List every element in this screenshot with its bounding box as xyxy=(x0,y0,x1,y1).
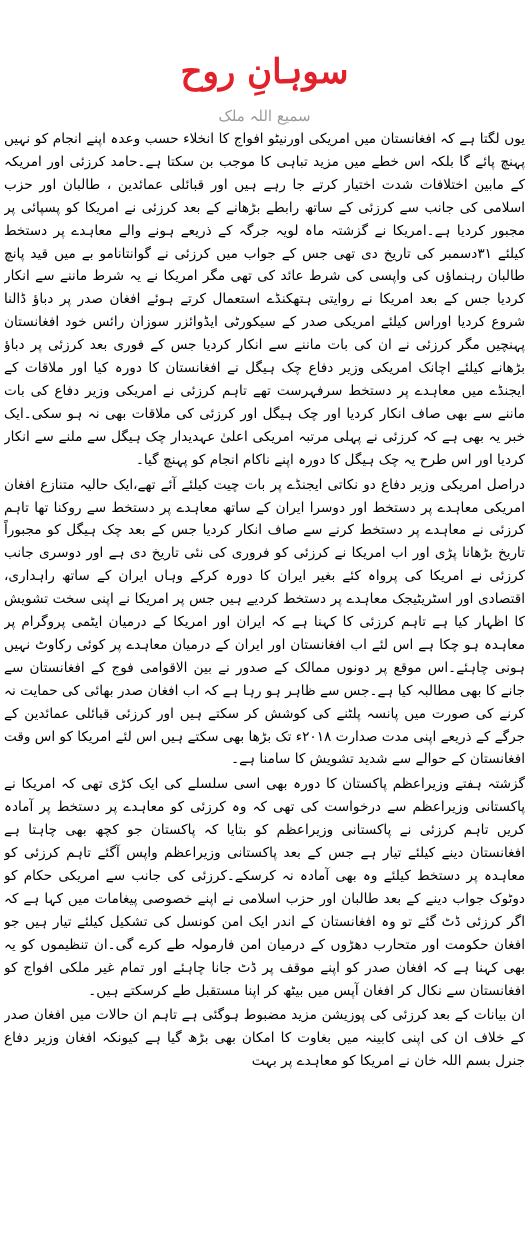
paragraph: دراصل امریکی وزیر دفاع دو نکاتی ایجنڈے پر بات چیت کیلئے آئے تھے،ایک حالیہ متنازع افغان امریکی معاہدے پر دستخط اور دوسرا ایران کے ساتھ معاہدے پر دستخط سے روکنا تھا تاہم کرزئی نے معاہدے پر دستخط کرنے سے صاف انکار کردیا جس کے بعد چک ہیگل کو مجبوراً تاریخ بڑھانا پڑی اور اب امریکا نے کرزئی کو فروری کی نئی تاریخ دی ہے اور دوسری جانب کرزئی نے امریکا کی پرواہ کئے بغیر ایران کا دورہ کرکے وہاں ایران کے ساتھ راہداری، اقتصادی اور اسٹریٹیجک معاہدے پر دستخط کردیے ہیں جس پر امریکا نے اپنی سخت تشویش کا اظہار کیا ہے تاہم کرزئی کا کہنا ہے کہ ایران اور امریکا کے درمیان ایٹمی پروگرام پر معاہدہ ہو چکا ہے اس لئے اب افغانستان اور ایران کے درمیان معاہدے پر کوئی رکاوٹ نہیں ہونی چاہئے۔اس موقع پر دونوں ممالک کے صدور نے بین الاقوامی فوج کے افغانستان سے جانے کا بھی مطالبہ کیا ہے۔جس سے ظاہر ہو رہا ہے کہ اب افغان صدر بھائی کی حمایت نہ کرنے کی صورت میں پانسہ پلٹنے کی کوشش کر سکتے ہیں اور کرزئی قبائلی عمائدین کے جرگے کے ذریعے اپنی مدت صدارت ۲۰۱۸ء تک بڑھا بھی سکتے ہیں اس لئے امریکا کو اس وقت افغانستان کے حوالے سے شدید تشویش کا سامنا ہے۔ xyxy=(4,476,525,768)
paragraph: یوں لگتا ہے کہ افغانستان میں امریکی اورنیٹو افواج کا انخلاء حسب وعدہ اپنے انجام کو نہیں پہنچ پائے گا بلکہ اس خطے میں مزید تباہی کا موجب بن سکتا ہے۔حامد کرزئی اور امریکہ کے مابین اختلافات شدت اختیار کرتے جا رہے ہیں اور قبائلی عمائدین ، طالبان اور حزب اسلامی کی جانب سے کرزئی کے ساتھ رابطے بڑھانے کے بعد کرزئی نے امریکا کو پسپائی پر مجبور کردیا ہے۔امریکا نے گزشتہ ماہ لویہ جرگہ کے ذریعے ہونے والے معاہدے پر دستخط کیلئے ۳۱دسمبر کی تاریخ دی تھی جس کے جواب میں کرزئی نے گوانتانامو بے میں قید پانچ طالبان رہنماؤں کی واپسی کی شرط عائد کی تھی مگر امریکا نے یہ شرط ماننے سے انکار کردیا جس کے بعد امریکا نے روایتی ہتھکنڈے استعمال کرتے ہوئے افغان صدر پر دباؤ ڈالنا شروع کردیا اوراس کیلئے امریکی صدر کے سیکورٹی ایڈوائزر سوزان رائس خود افغانستان پہنچیں مگر کرزئی نے ان کی بات ماننے سے انکار کردیا جس کے فوری بعد کرزئی پر دباؤ بڑھانے کیلئے اچانک امریکی وزیر دفاع چک ہیگل نے افغانستان کا دورہ کیا اور ملاقات کے ایجنڈے میں معاہدے پر دستخط سرفہرست تھے تاہم کرزئی نے امریکی وزیر دفاع کی بات ماننے سے بھی صاف انکار کردیا اور چک ہیگل اور کرزئی کی ملاقات بھی نہ ہو سکی۔ایک خبر یہ بھی ہے کہ کرزئی نے پہلی مرتبہ امریکی اعلیٰ عہدیدار چک ہیگل سے ملنے سے انکار کردیا اور اس طرح یہ چک ہیگل کا دورہ اپنے ناکام انجام کو پہنچ گیا۔ xyxy=(4,131,525,468)
article-body xyxy=(4,128,525,1256)
paragraph: ان بیانات کے بعد کرزئی کی پوزیشن مزید مضبوط ہوگئی ہے تاہم ان حالات میں افغان صدر کے خلاف ان کی اپنی کابینہ میں بغاوت کا امکان بھی بڑھ گیا ہے کیونکہ افغان وزیر دفاع جنرل بسم اللہ خان نے امریکا کو معاہدے پر بہت xyxy=(4,1007,525,1070)
paragraph: گزشتہ ہفتے وزیراعظم پاکستان کا دورہ بھی اسی سلسلے کی ایک کڑی تھی کہ امریکا نے پاکستانی وزیراعظم سے درخواست کی تھی کہ وہ کرزئی کو معاہدے پر دستخط پر آمادہ کریں تاہم کرزئی نے پاکستانی وزیراعظم کو بتایا کہ پاکستان جو کچھ بھی چاہتا ہے افغانستان دینے کیلئے تیار ہے جس کے بعد پاکستانی وزیراعظم واپس آگئے تاہم کرزئی کو معاہدہ پر دستخط کیلئے وہ بھی آمادہ نہ کرسکے۔کرزئی کی جانب سے امریکی حکام کو دوٹوک جواب دینے کے بعد طالبان اور حزب اسلامی نے اپنے خصوصی پیغامات میں کہا ہے کہ اگر کرزئی ڈٹ گئے تو وہ افغانستان کے اندر ایک امن کونسل کی تشکیل کیلئے تیار ہیں جو افغان حکومت اور متحارب دھڑوں کے درمیان امن فارمولہ طے کرے گی۔ان تنظیموں کو یہ بھی کہنا ہے کہ افغان صدر کو اپنے موقف پر ڈٹ جانا چاہئے اور تمام غیر ملکی افواج کو افغانستان سے نکال کر افغان آپس میں بیٹھ کر اپنا مستقبل طے کرسکتے ہیں۔ xyxy=(4,776,525,999)
author-byline: سمیع اللہ ملک xyxy=(218,107,311,125)
article-title: سوہانِ روح xyxy=(180,52,349,92)
